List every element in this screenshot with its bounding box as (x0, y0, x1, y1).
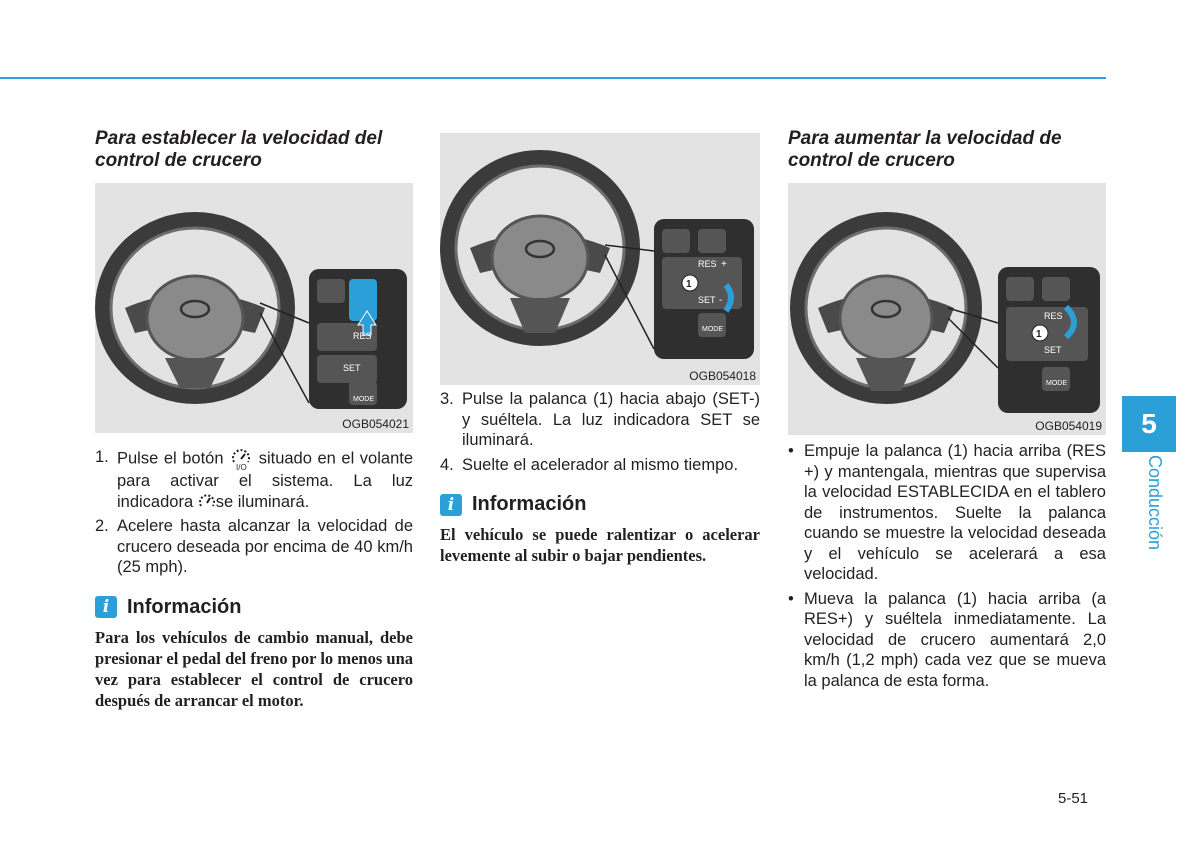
bullet-mark: • (788, 589, 794, 608)
figure-steering-wheel-set-minus (440, 133, 760, 385)
bullet-mark: • (788, 442, 794, 460)
step-text-part: se iluminará. (215, 492, 310, 511)
minus-label: - (719, 295, 723, 306)
cruise-indicator-icon (198, 493, 216, 511)
info-title: Información (127, 595, 242, 618)
steps-list (95, 447, 413, 578)
chapter-number-tab: 5 (1122, 396, 1176, 452)
info-title: Información (472, 493, 587, 515)
info-icon: i (95, 596, 117, 618)
cruise-on-off-icon (229, 447, 253, 471)
callout-number: 1 (1036, 329, 1042, 340)
bullet-text: Mueva la palanca (1) hacia arriba (a RES+) y suéltela inmediatamente. La velocidad de crucero aumentará 2,0 km/h (1,2 mph) cada vez que se mueva la palanca de esta forma. (804, 589, 1106, 690)
left-column (95, 128, 413, 711)
list-item (788, 441, 1106, 585)
steps-list (440, 389, 760, 475)
step-text: Suelte el acelerador al mismo tiempo. (462, 455, 739, 474)
step-text-part: situado en el volante para activar el sistema. La luz indicadora (117, 449, 414, 511)
section-heading-increase-speed (788, 128, 1106, 172)
callout-number: 1 (686, 279, 692, 290)
steering-wheel-illustration (788, 183, 1106, 435)
list-item (95, 447, 413, 512)
figure-steering-wheel-set (95, 183, 413, 433)
section-heading-set-speed (95, 128, 413, 172)
chapter-title: Conducción (1145, 455, 1165, 551)
right-column (788, 128, 1106, 695)
steering-wheel-illustration (440, 133, 760, 385)
info-heading (440, 493, 760, 516)
set-label: SET (343, 363, 361, 373)
set-label: SET (698, 295, 716, 305)
info-body: El vehículo se puede ralentizar o acelerar levemente al subir o bajar pendientes. (440, 525, 760, 565)
figure-steering-wheel-res-plus (788, 183, 1106, 435)
mode-label: MODE (353, 396, 374, 403)
mode-label: MODE (702, 326, 723, 333)
res-label: RES (353, 331, 372, 341)
step-number: 3. (440, 390, 454, 408)
step-number: 2. (95, 517, 109, 535)
step-number: 1. (95, 448, 109, 466)
middle-column (440, 133, 760, 566)
bullets-list (788, 441, 1106, 691)
step-text-part: Pulse el botón (117, 449, 224, 468)
heading-line: Para aumentar la velocidad de (788, 128, 1062, 149)
step-number: 4. (440, 455, 454, 474)
steering-wheel-illustration (95, 183, 413, 433)
list-item (440, 389, 760, 451)
list-item (788, 589, 1106, 692)
step-text (117, 447, 413, 512)
info-heading (95, 596, 413, 619)
mode-label: MODE (1046, 380, 1067, 387)
heading-line: Para establecer la velocidad del (95, 128, 383, 149)
set-label: SET (1044, 345, 1062, 355)
figure-code: OGB054021 (342, 417, 409, 431)
page-number: 5-51 (1058, 790, 1089, 807)
info-icon: i (440, 494, 462, 516)
list-item (95, 516, 413, 578)
svg-text:I/O: I/O (236, 463, 247, 471)
res-label: RES (698, 259, 717, 269)
bullet-text: Empuje la palanca (1) hacia arriba (RES +) y mantengala, mientras que supervisa la velocidad ESTABLECIDA en el tablero de instrumentos. Suelte la palanca cuando se muestre la velocidad deseada y el vehículo se acelerará a esa velocidad. (804, 442, 1106, 583)
step-text: Acelere hasta alcanzar la velocidad de crucero deseada por encima de 40 km/h (25 mph). (117, 517, 413, 576)
figure-code: OGB054018 (689, 369, 756, 383)
top-rule (0, 77, 1106, 79)
step-text: Pulse la palanca (1) hacia abajo (SET-) y suéltela. La luz indicadora SET se iluminará. (462, 390, 760, 449)
figure-code: OGB054019 (1035, 419, 1102, 433)
info-body: Para los vehículos de cambio manual, debe presionar el pedal del freno por lo menos una vez para establecer el control de crucero después de arrancar el motor. (95, 627, 413, 710)
heading-line: control de crucero (95, 150, 262, 171)
res-label: RES (1044, 311, 1063, 321)
heading-line: control de crucero (788, 150, 955, 171)
plus-label: + (721, 259, 727, 270)
list-item (440, 455, 760, 476)
